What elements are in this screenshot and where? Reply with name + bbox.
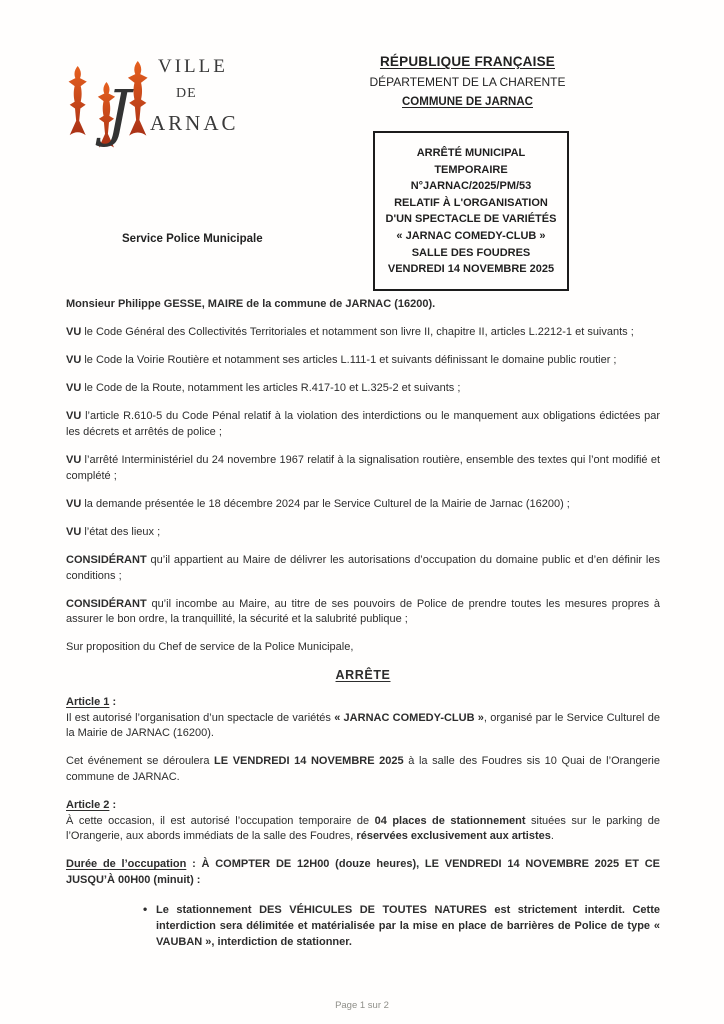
text-run: situées sur le parking de l’Orangerie, aux abords immédiats de la salle des Foudres, xyxy=(66,814,660,843)
logo-text-ville: VILLE xyxy=(158,56,228,77)
article-1-paragraph-2 xyxy=(66,754,660,785)
text-run-bold: LE VENDREDI 14 NOVEMBRE 2025 xyxy=(214,755,404,768)
bullet-icon: • xyxy=(143,902,148,917)
document-body xyxy=(66,297,660,950)
bullet-text: Le stationnement DES VÉHICULES DE TOUTES NATURES est strictement interdit. Cette interdiction sera délimitée et matérialisée par la mise en place de barrières de Police de type « VAUBAN », interdiction de stationner. xyxy=(156,904,660,949)
considerant-paragraph-2 xyxy=(66,597,660,628)
vu-label: VU xyxy=(66,497,82,510)
text-run: . xyxy=(550,830,554,843)
duration-text: : À COMPTER DE 12H00 (douze heures), LE VENDREDI 14 NOVEMBRE 2025 ET CE JUSQU’À 00H00 (minuit) : xyxy=(66,858,660,886)
vu-text: l’arrêté Interministériel du 24 novembre 1967 relatif à la signalisation routière, ensemble des textes qui l’ont modifié et complété ; xyxy=(66,454,660,482)
notice-line: VENDREDI 14 NOVEMBRE 2025 xyxy=(387,263,555,276)
notice-line: ARRÊTÉ MUNICIPAL xyxy=(416,147,526,159)
article-2-title: Article 2 xyxy=(66,798,110,811)
service-label: Service Police Municipale xyxy=(122,233,263,245)
vu-paragraph-7 xyxy=(66,525,660,541)
article-2-colon: : xyxy=(109,798,117,811)
considerant-paragraph-1 xyxy=(66,553,660,584)
vu-text: le Code la Voirie Routière et notamment ses articles L.111-1 et suivants définissant le domaine public routier ; xyxy=(81,354,617,367)
text-run: à la salle des Foudres sis 10 Quai de l’Orangerie commune de JARNAC. xyxy=(66,755,660,783)
notice-line: « JARNAC COMEDY-CLUB » xyxy=(396,229,546,242)
republique-title: RÉPUBLIQUE FRANÇAISE xyxy=(379,54,555,69)
article-1-heading xyxy=(66,695,660,711)
notice-line: SALLE DES FOUDRES xyxy=(411,246,531,259)
considerant-label: CONSIDÉRANT xyxy=(66,553,147,566)
arrete-heading: ARRÊTE xyxy=(335,668,391,683)
text-run: , organisé par le Service Culturel de la Mairie de JARNAC (16200). xyxy=(66,711,660,740)
vu-paragraph-2 xyxy=(66,353,660,369)
text-run: Il est autorisé l’organisation d’un spectacle de variétés xyxy=(66,711,335,724)
vu-label: VU xyxy=(66,382,82,395)
vu-text: la demande présentée le 18 décembre 2024 par le Service Culturel de la Mairie de Jarnac (16200) ; xyxy=(81,497,570,510)
notice-box xyxy=(373,131,569,291)
vu-label: VU xyxy=(66,410,82,423)
vu-text: l’article R.610-5 du Code Pénal relatif à la violation des interdictions ou le manquement aux obligations édictées par les décrets et arrêtés de police ; xyxy=(66,410,660,438)
article-2-heading xyxy=(66,798,660,814)
vu-paragraph-3 xyxy=(66,381,660,397)
notice-line: N°JARNAC/2025/PM/53 xyxy=(410,180,532,193)
vu-paragraph-1 xyxy=(66,325,660,341)
proposition-line: Sur proposition du Chef de service de la Police Municipale, xyxy=(66,641,354,654)
vu-text: l’état des lieux ; xyxy=(81,525,161,538)
article-1-colon: : xyxy=(109,696,117,708)
logo-initial-j: J xyxy=(106,76,131,149)
vu-paragraph-5 xyxy=(66,453,660,484)
vu-text: le Code Général des Collectivités Territoriales et notamment son livre II, chapitre II, articles L.2212-1 et suivants ; xyxy=(81,326,634,339)
list-item xyxy=(66,902,660,950)
commune-title: COMMUNE DE JARNAC xyxy=(402,96,533,108)
logo-text-de: DE xyxy=(176,86,197,101)
vu-paragraph-6 xyxy=(66,497,660,513)
text-run: Cet événement se déroulera xyxy=(66,755,215,768)
addressee-line: Monsieur Philippe GESSE, MAIRE de la commune de JARNAC (16200). xyxy=(66,298,436,310)
republic-header xyxy=(360,54,575,108)
duration-label: Durée de l’occupation xyxy=(66,858,187,871)
departement-title: DÉPARTEMENT DE LA CHARENTE xyxy=(369,75,566,89)
vu-paragraph-4 xyxy=(66,409,660,440)
vu-label: VU xyxy=(66,525,82,538)
notice-line: TEMPORAIRE xyxy=(434,163,508,176)
considerant-text: qu’il appartient au Maire de délivrer les autorisations d’occupation du domaine public et d’en définir les conditions ; xyxy=(66,553,660,582)
logo-text-arnac: ARNAC xyxy=(150,111,239,135)
considerant-label: CONSIDÉRANT xyxy=(66,597,147,610)
text-run-bold: « JARNAC COMEDY-CLUB » xyxy=(334,711,484,724)
vu-text: le Code de la Route, notamment les articles R.417-10 et L.325-2 et suivants ; xyxy=(81,382,461,395)
page-number: Page 1 sur 2 xyxy=(335,1000,389,1011)
article-2-paragraph-1 xyxy=(66,814,660,845)
article-1-paragraph-1 xyxy=(66,711,660,742)
considerant-text: qu’il incombe au Maire, au titre de ses pouvoirs de Police de prendre toutes les mesures propres à assurer le bon ordre, la tranquillité, la sécurité et la salubrité publique ; xyxy=(66,597,660,626)
vu-label: VU xyxy=(66,454,82,467)
vu-label: VU xyxy=(66,326,82,339)
notice-line: D'UN SPECTACLE DE VARIÉTÉS xyxy=(385,213,557,226)
article-1-title: Article 1 xyxy=(66,696,110,708)
text-run-bold: 04 places de stationnement xyxy=(374,814,526,827)
duration-paragraph xyxy=(66,857,660,888)
notice-line: RELATIF À L'ORGANISATION xyxy=(394,196,548,209)
vu-label: VU xyxy=(66,354,82,367)
text-run: À cette occasion, il est autorisé l’occupation temporaire de xyxy=(66,814,375,827)
text-run-bold: réservées exclusivement aux artistes xyxy=(356,830,551,843)
